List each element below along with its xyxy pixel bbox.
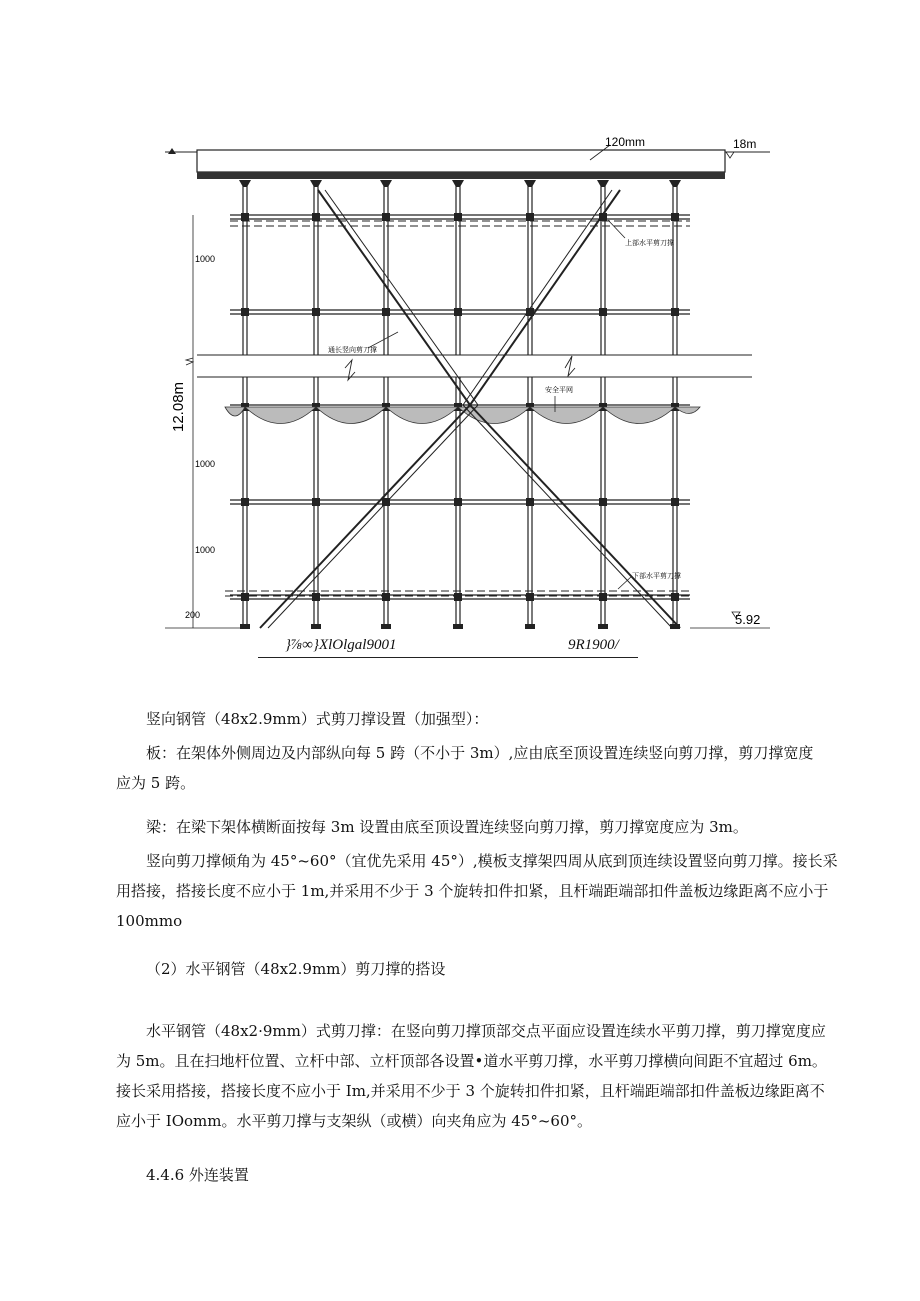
coupler <box>526 213 534 221</box>
coupler <box>454 593 462 601</box>
coupler <box>312 593 320 601</box>
coupler <box>382 308 390 316</box>
paragraph-vertical-scissor-heading: 竖向钢管（48x2.9mm）式剪刀撑设置（加强型）： <box>146 710 489 728</box>
caption-underline <box>258 657 638 658</box>
coupler <box>599 308 607 316</box>
coupler <box>526 498 534 506</box>
top-jack <box>239 180 251 187</box>
dim-200: 200 <box>185 610 201 620</box>
top-jack <box>597 180 609 187</box>
coupler <box>312 213 320 221</box>
coupler <box>599 498 607 506</box>
dim-1000-lower: 1000 <box>195 545 216 555</box>
dim-1000-middle: 1000 <box>195 459 216 469</box>
coupler <box>454 308 462 316</box>
paragraph-horizontal-scissor: 水平钢管（48x2·9mm）式剪刀撑：在竖向剪刀撑顶部交点平面应设置连续水平剪刀撑，剪刀撑宽度应 为 5m。且在扫地杆位置、立杆中部、立杆顶部各设置•道水平剪刀撑，水平剪刀撑横向间距不宜超过 6m。 接长采用搭接，搭接长度不应小于 Im,并采用不少于 3 个旋转扣件扣紧，且杆端距端部扣件盖板边缘距离不 应小于 IOomm。水平剪刀撑与支架纵（或横）向夹角应为 45°~60°。 <box>116 1022 827 1130</box>
top-jack <box>524 180 536 187</box>
coupler <box>671 213 679 221</box>
coupler <box>599 593 607 601</box>
coupler <box>241 593 249 601</box>
coupler <box>312 308 320 316</box>
coupler <box>671 308 679 316</box>
top-jack <box>380 180 392 187</box>
figure-caption-right: 9R1900/ <box>568 637 619 653</box>
coupler <box>312 498 320 506</box>
section-heading-4-4-6: 4.4.6 外连装置 <box>146 1166 249 1184</box>
base-plate <box>311 624 321 629</box>
slab-thickness-label: 120mm <box>605 135 646 149</box>
bottom-elevation-label: 5.92 <box>735 612 761 627</box>
dim-1000-upper: 1000 <box>195 254 216 264</box>
coupler <box>382 593 390 601</box>
coupler <box>454 213 462 221</box>
base-plate <box>598 624 608 629</box>
slab-formwork <box>197 172 725 179</box>
paragraph-beam-rule: 梁：在梁下架体横断面按每 3m 设置由底至顶设置连续竖向剪刀撑，剪刀撑宽度应为 3m。 <box>146 818 748 836</box>
coupler <box>454 498 462 506</box>
safety-net-label: 安全平网 <box>545 387 573 394</box>
coupler <box>241 213 249 221</box>
coupler <box>382 213 390 221</box>
top-jack <box>669 180 681 187</box>
paragraph-slab-rule: 板：在架体外侧周边及内部纵向每 5 跨（不小于 3m）,应由底至顶设置连续竖向剪刀撑，剪刀撑宽度 应为 5 跨。 <box>116 744 814 792</box>
coupler <box>241 308 249 316</box>
concrete-slab <box>197 150 725 172</box>
coupler <box>526 593 534 601</box>
top-jack <box>310 180 322 187</box>
vertical-scissor-brace-label: 通长竖向剪刀撑 <box>328 347 377 354</box>
coupler <box>671 593 679 601</box>
lower-horizontal-brace-label: 下部水平剪刀撑 <box>632 573 681 580</box>
upper-horizontal-brace-label: 上部水平剪刀撑 <box>625 240 674 247</box>
coupler <box>241 498 249 506</box>
section-heading-horizontal-scissor: （2）水平钢管（48x2.9mm）剪刀撑的搭设 <box>146 960 446 978</box>
base-plate <box>381 624 391 629</box>
top-jack <box>452 180 464 187</box>
top-elevation-label: 18m <box>733 137 757 151</box>
figure-caption-left: }⅞∞}XlOlgal9001 <box>285 637 397 653</box>
paragraph-angle-rule: 竖向剪刀撑倾角为 45°~60°（宜优先采用 45°）,模板支撑架四周从底到顶连续设置竖向剪刀撑。接长采 用搭接，搭接长度不应小于 1m,并采用不少于 3 个旋转扣件扣紧，且杆端距端部扣件盖板边缘距离不应小于 100mmo <box>116 852 838 930</box>
base-plate <box>453 624 463 629</box>
total-height-label: 12.08m <box>170 381 187 432</box>
base-plate <box>525 624 535 629</box>
coupler <box>671 498 679 506</box>
